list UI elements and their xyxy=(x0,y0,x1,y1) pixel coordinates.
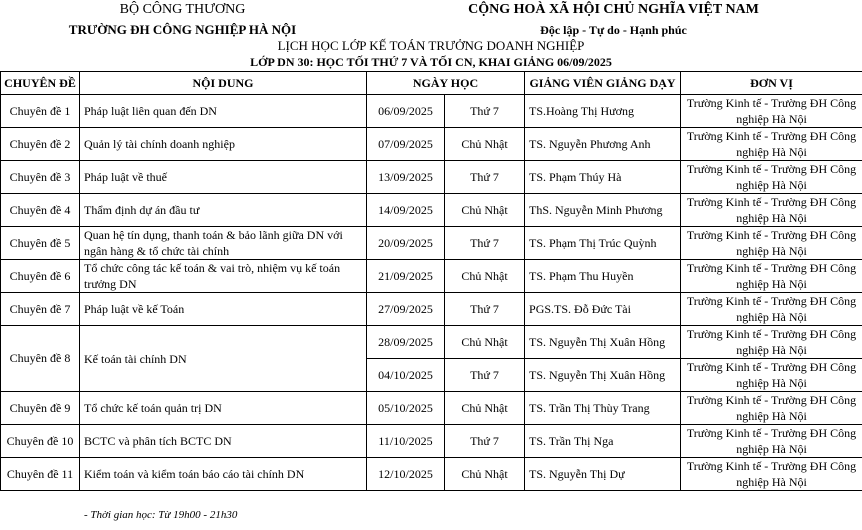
topic-cell: Chuyên đề 5 xyxy=(1,227,80,260)
unit-cell: Trường Kinh tế - Trường ĐH Công nghiệp Hà Nội xyxy=(681,326,862,359)
table-row xyxy=(1,161,862,194)
weekday-cell: Chủ Nhật xyxy=(445,260,525,293)
date-cell: 20/09/2025 xyxy=(367,227,445,260)
topic-cell: Chuyên đề 11 xyxy=(1,458,80,491)
content-cell: Pháp luật về thuế xyxy=(80,161,367,194)
table-row xyxy=(1,425,862,458)
table-row xyxy=(1,194,862,227)
table-row xyxy=(1,293,862,326)
content-cell: Thẩm định dự án đầu tư xyxy=(80,194,367,227)
topic-cell: Chuyên đề 4 xyxy=(1,194,80,227)
lecturer-cell: TS. Nguyễn Thị Dự xyxy=(525,458,681,491)
lecturer-cell: ThS. Nguyễn Minh Phương xyxy=(525,194,681,227)
lecturer-cell: TS. Trần Thị Thùy Trang xyxy=(525,392,681,425)
schedule-subtitle: LỚP DN 30: HỌC TỐI THỨ 7 VÀ TỐI CN, KHAI GIẢNG 06/09/2025 xyxy=(250,55,612,69)
content-cell: Quản lý tài chính doanh nghiệp xyxy=(80,128,367,161)
content-cell: Quan hệ tín dụng, thanh toán & bảo lãnh giữa DN với ngân hàng & tổ chức tài chính xyxy=(80,227,367,260)
column-header-content: NỘI DUNG xyxy=(80,72,367,95)
table-row xyxy=(1,326,862,359)
topic-cell: Chuyên đề 8 xyxy=(1,326,80,392)
weekday-cell: Chủ Nhật xyxy=(445,326,525,359)
unit-cell: Trường Kinh tế - Trường ĐH Công nghiệp Hà Nội xyxy=(681,359,862,392)
column-header-topic: CHUYÊN ĐỀ xyxy=(1,72,80,95)
date-cell: 12/10/2025 xyxy=(367,458,445,491)
date-cell: 07/09/2025 xyxy=(367,128,445,161)
table-row xyxy=(1,392,862,425)
weekday-cell: Thứ 7 xyxy=(445,161,525,194)
date-cell: 14/09/2025 xyxy=(367,194,445,227)
weekday-cell: Thứ 7 xyxy=(445,227,525,260)
table-row xyxy=(1,458,862,491)
date-cell: 06/09/2025 xyxy=(367,95,445,128)
content-cell: Tổ chức công tác kế toán & vai trò, nhiệm vụ kế toán trưởng DN xyxy=(80,260,367,293)
column-header-date: NGÀY HỌC xyxy=(367,72,525,95)
table-row xyxy=(1,95,862,128)
table-row xyxy=(1,260,862,293)
topic-cell: Chuyên đề 1 xyxy=(1,95,80,128)
unit-cell: Trường Kinh tế - Trường ĐH Công nghiệp Hà Nội xyxy=(681,425,862,458)
content-cell: Tổ chức kế toán quản trị DN xyxy=(80,392,367,425)
unit-cell: Trường Kinh tế - Trường ĐH Công nghiệp Hà Nội xyxy=(681,260,862,293)
unit-cell: Trường Kinh tế - Trường ĐH Công nghiệp Hà Nội xyxy=(681,95,862,128)
weekday-cell: Chủ Nhật xyxy=(445,392,525,425)
content-cell: Pháp luật liên quan đến DN xyxy=(80,95,367,128)
date-cell: 04/10/2025 xyxy=(367,359,445,392)
date-cell: 27/09/2025 xyxy=(367,293,445,326)
unit-cell: Trường Kinh tế - Trường ĐH Công nghiệp Hà Nội xyxy=(681,128,862,161)
schedule-title: LỊCH HỌC LỚP KẾ TOÁN TRƯỞNG DOANH NGHIỆP xyxy=(277,38,585,53)
date-cell: 21/09/2025 xyxy=(367,260,445,293)
table-header-row xyxy=(1,72,862,95)
country-name: CỘNG HOÀ XÃ HỘI CHỦ NGHĨA VIỆT NAM xyxy=(468,2,759,17)
lecturer-cell: TS. Phạm Thu Huyền xyxy=(525,260,681,293)
date-cell: 28/09/2025 xyxy=(367,326,445,359)
unit-cell: Trường Kinh tế - Trường ĐH Công nghiệp Hà Nội xyxy=(681,293,862,326)
ministry-name: BỘ CÔNG THƯƠNG xyxy=(119,2,246,17)
lecturer-cell: TS. Nguyễn Thị Xuân Hồng xyxy=(525,359,681,392)
date-cell: 11/10/2025 xyxy=(367,425,445,458)
weekday-cell: Chủ Nhật xyxy=(445,458,525,491)
table-row xyxy=(1,128,862,161)
topic-cell: Chuyên đề 3 xyxy=(1,161,80,194)
school-name: TRƯỜNG ĐH CÔNG NGHIỆP HÀ NỘI xyxy=(68,22,297,37)
topic-cell: Chuyên đề 9 xyxy=(1,392,80,425)
date-cell: 13/09/2025 xyxy=(367,161,445,194)
weekday-cell: Chủ Nhật xyxy=(445,194,525,227)
topic-cell: Chuyên đề 2 xyxy=(1,128,80,161)
content-cell: Kế toán tài chính DN xyxy=(80,326,367,392)
lecturer-cell: TS. Trần Thị Nga xyxy=(525,425,681,458)
unit-cell: Trường Kinh tế - Trường ĐH Công nghiệp Hà Nội xyxy=(681,392,862,425)
schedule-table xyxy=(0,71,862,491)
table-row xyxy=(1,227,862,260)
topic-cell: Chuyên đề 6 xyxy=(1,260,80,293)
lecturer-cell: TS.Hoàng Thị Hương xyxy=(525,95,681,128)
content-cell: BCTC và phân tích BCTC DN xyxy=(80,425,367,458)
column-header-unit: ĐƠN VỊ xyxy=(681,72,862,95)
content-cell: Kiểm toán và kiểm toán báo cáo tài chính DN xyxy=(80,458,367,491)
weekday-cell: Chủ Nhật xyxy=(445,128,525,161)
weekday-cell: Thứ 7 xyxy=(445,293,525,326)
lecturer-cell: TS. Phạm Thị Trúc Quỳnh xyxy=(525,227,681,260)
topic-cell: Chuyên đề 7 xyxy=(1,293,80,326)
content-cell: Pháp luật về kế Toán xyxy=(80,293,367,326)
weekday-cell: Thứ 7 xyxy=(445,425,525,458)
lecturer-cell: TS. Phạm Thúy Hà xyxy=(525,161,681,194)
date-cell: 05/10/2025 xyxy=(367,392,445,425)
lecturer-cell: TS. Nguyễn Thị Xuân Hồng xyxy=(525,326,681,359)
unit-cell: Trường Kinh tế - Trường ĐH Công nghiệp Hà Nội xyxy=(681,194,862,227)
topic-cell: Chuyên đề 10 xyxy=(1,425,80,458)
column-header-lecturer: GIẢNG VIÊN GIẢNG DẠY xyxy=(525,72,681,95)
motto: Độc lập - Tự do - Hạnh phúc xyxy=(540,23,687,37)
class-time-note: - Thời gian học: Từ 19h00 - 21h30 xyxy=(84,509,238,521)
lecturer-cell: PGS.TS. Đỗ Đức Tài xyxy=(525,293,681,326)
unit-cell: Trường Kinh tế - Trường ĐH Công nghiệp Hà Nội xyxy=(681,161,862,194)
unit-cell: Trường Kinh tế - Trường ĐH Công nghiệp Hà Nội xyxy=(681,458,862,491)
unit-cell: Trường Kinh tế - Trường ĐH Công nghiệp Hà Nội xyxy=(681,227,862,260)
lecturer-cell: TS. Nguyễn Phương Anh xyxy=(525,128,681,161)
weekday-cell: Thứ 7 xyxy=(445,359,525,392)
weekday-cell: Thứ 7 xyxy=(445,95,525,128)
